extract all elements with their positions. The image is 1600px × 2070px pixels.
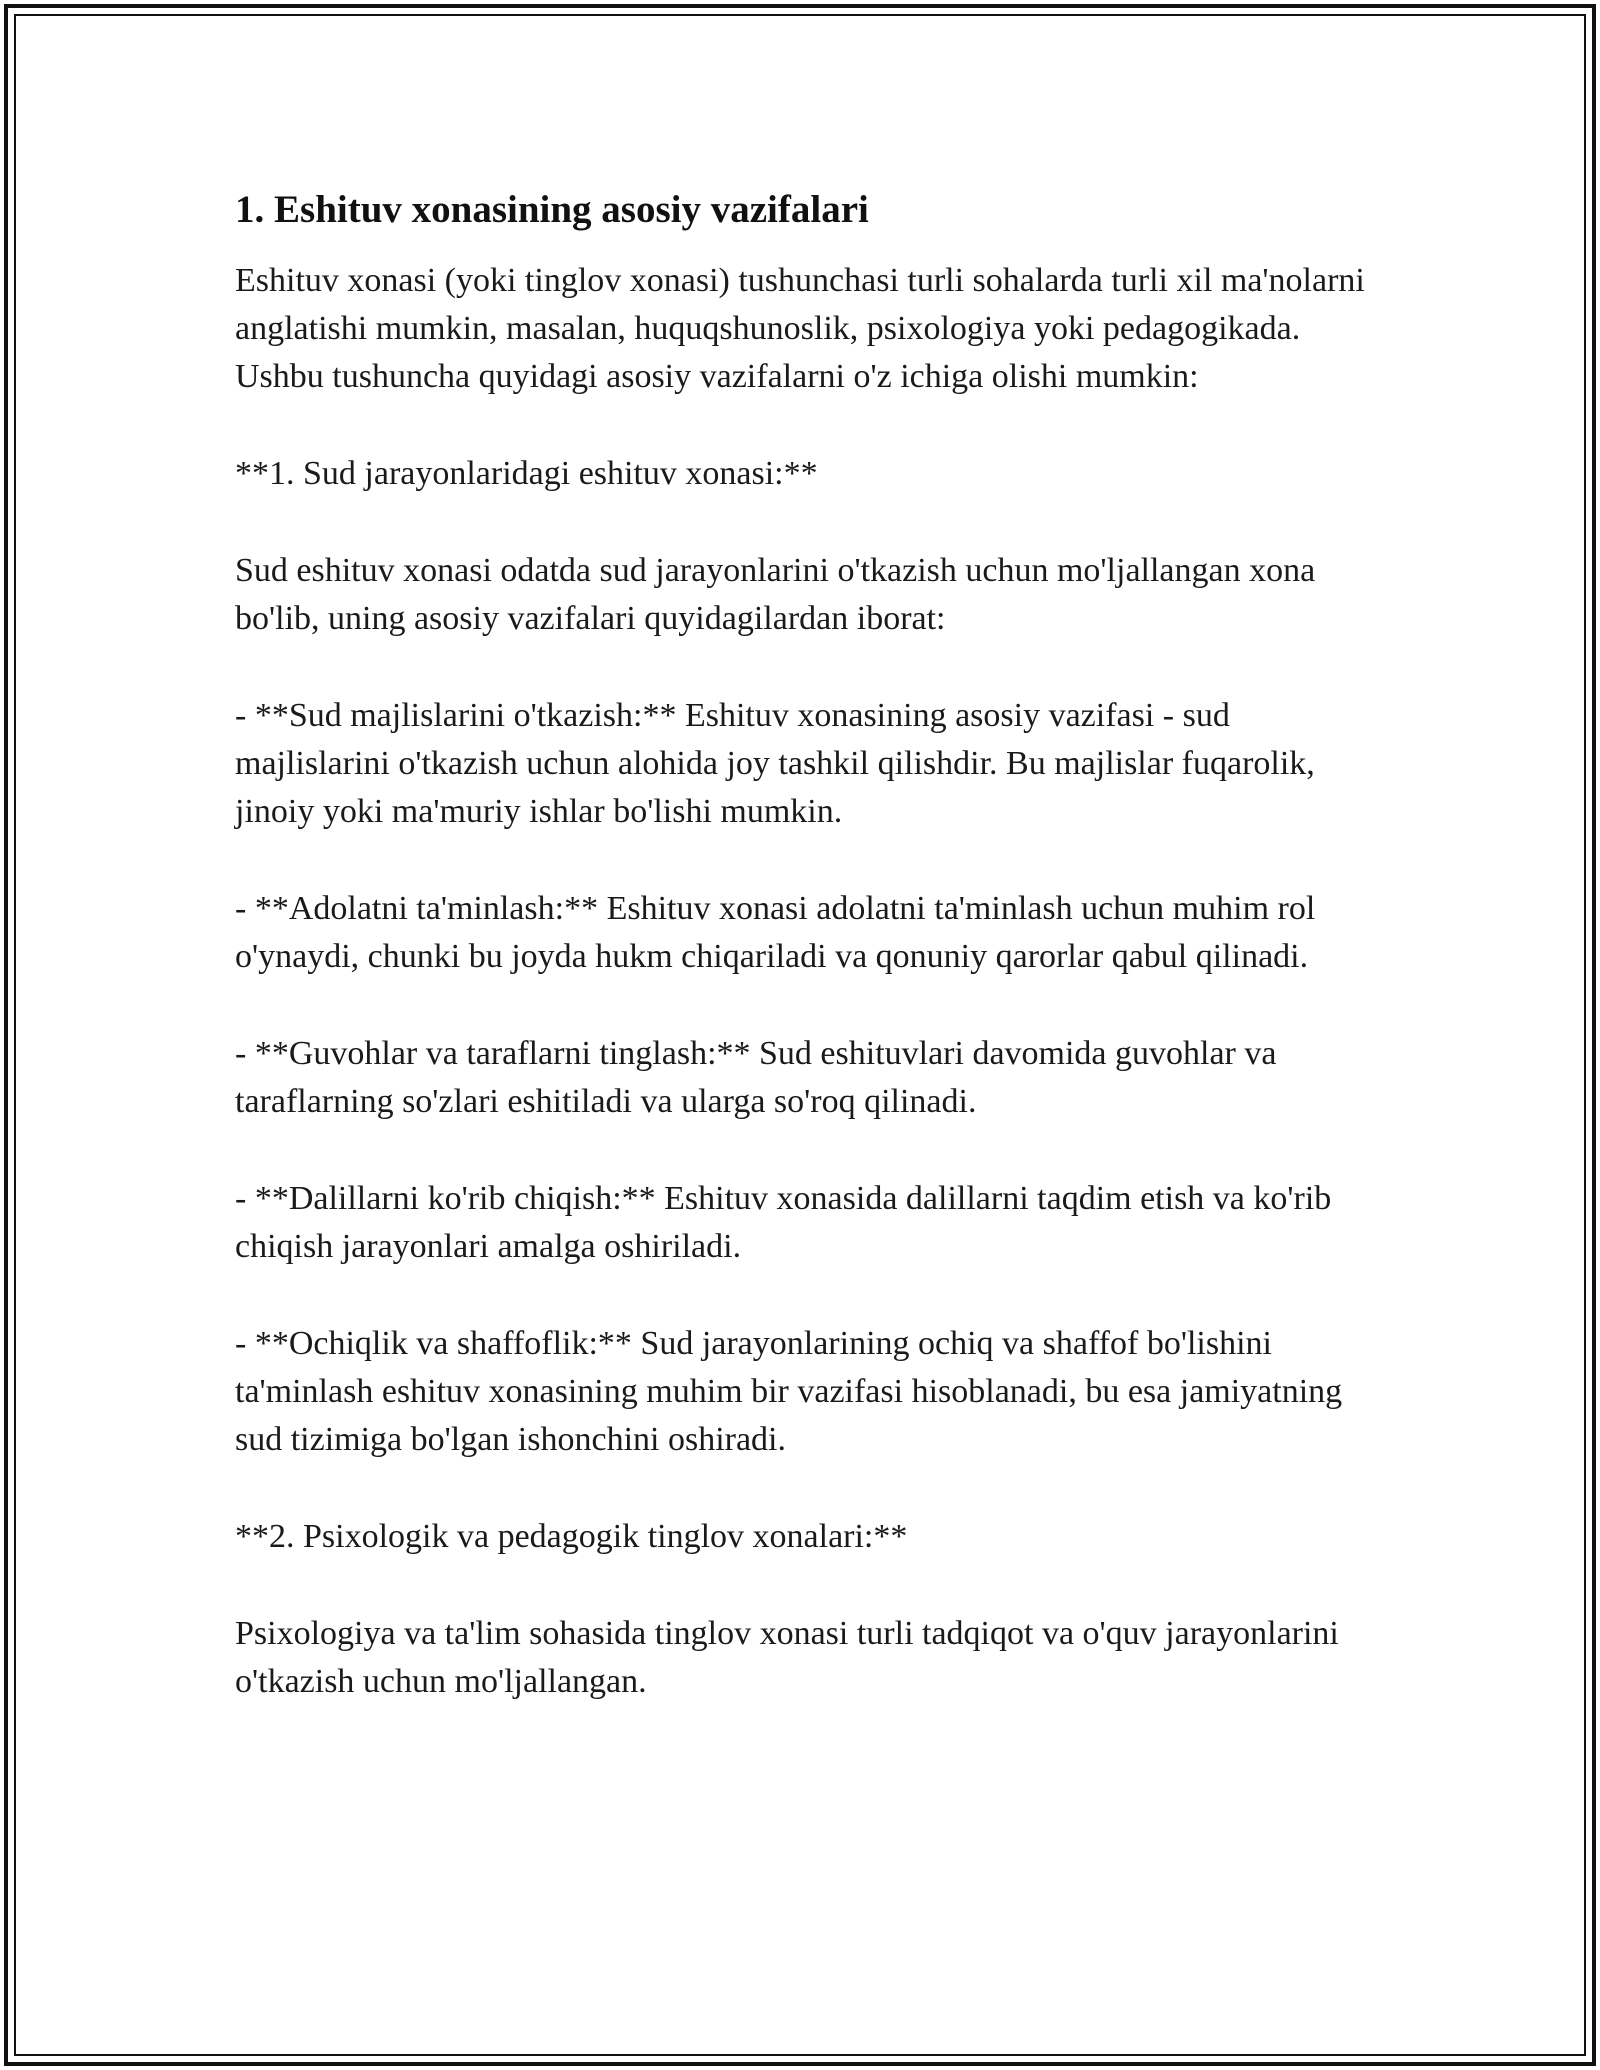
subsection-title-psychology: **2. Psixologik va pedagogik tinglov xonalari:** bbox=[235, 1518, 908, 1555]
psychology-paragraph: Psixologiya va ta'lim sohasida tinglov xonasi turli tadqiqot va o'quv jarayonlarini o'tkazish uchun mo'ljallangan. bbox=[235, 1615, 1339, 1700]
document-body bbox=[235, 185, 1375, 1755]
section-heading: 1. Eshituv xonasining asosiy vazifalari bbox=[235, 188, 869, 231]
list-item-evidence: - **Dalillarni ko'rib chiqish:** Eshituv xonasida dalillarni taqdim etish va ko'rib chiqish jarayonlari amalga oshiriladi. bbox=[235, 1180, 1332, 1265]
list-item-court-sessions: - **Sud majlislarini o'tkazish:** Eshituv xonasining asosiy vazifasi - sud majlislarini o'tkazish uchun alohida joy tashkil qilishdir. Bu majlislar fuqarolik, jinoiy yoki ma'muriy ishlar bo'lishi mumkin. bbox=[235, 697, 1315, 830]
list-item-transparency: - **Ochiqlik va shaffoflik:** Sud jarayonlarining ochiq va shaffof bo'lishini ta'minlash eshituv xonasining muhim bir vazifasi hisoblanadi, bu esa jamiyatning sud tizimiga bo'lgan ishonchini oshiradi. bbox=[235, 1325, 1343, 1458]
list-item-justice: - **Adolatni ta'minlash:** Eshituv xonasi adolatni ta'minlash uchun muhim rol o'ynaydi, chunki bu joyda hukm chiqariladi va qonuniy qarorlar qabul qilinadi. bbox=[235, 890, 1316, 975]
court-room-paragraph: Sud eshituv xonasi odatda sud jarayonlarini o'tkazish uchun mo'ljallangan xona bo'lib, uning asosiy vazifalari quyidagilardan iborat: bbox=[235, 552, 1316, 637]
list-item-witnesses: - **Guvohlar va taraflarni tinglash:** Sud eshituvlari davomida guvohlar va taraflarning so'zlari eshitiladi va ularga so'roq qilinadi. bbox=[235, 1035, 1277, 1120]
subsection-title-court: **1. Sud jarayonlaridagi eshituv xonasi:** bbox=[235, 455, 818, 492]
intro-paragraph: Eshituv xonasi (yoki tinglov xonasi) tushunchasi turli sohalarda turli xil ma'nolarni anglatishi mumkin, masalan, huquqshunoslik, psixologiya yoki pedagogikada. Ushbu tushuncha quyidagi asosiy vazifalarni o'z ichiga olishi mumkin: bbox=[235, 262, 1365, 395]
